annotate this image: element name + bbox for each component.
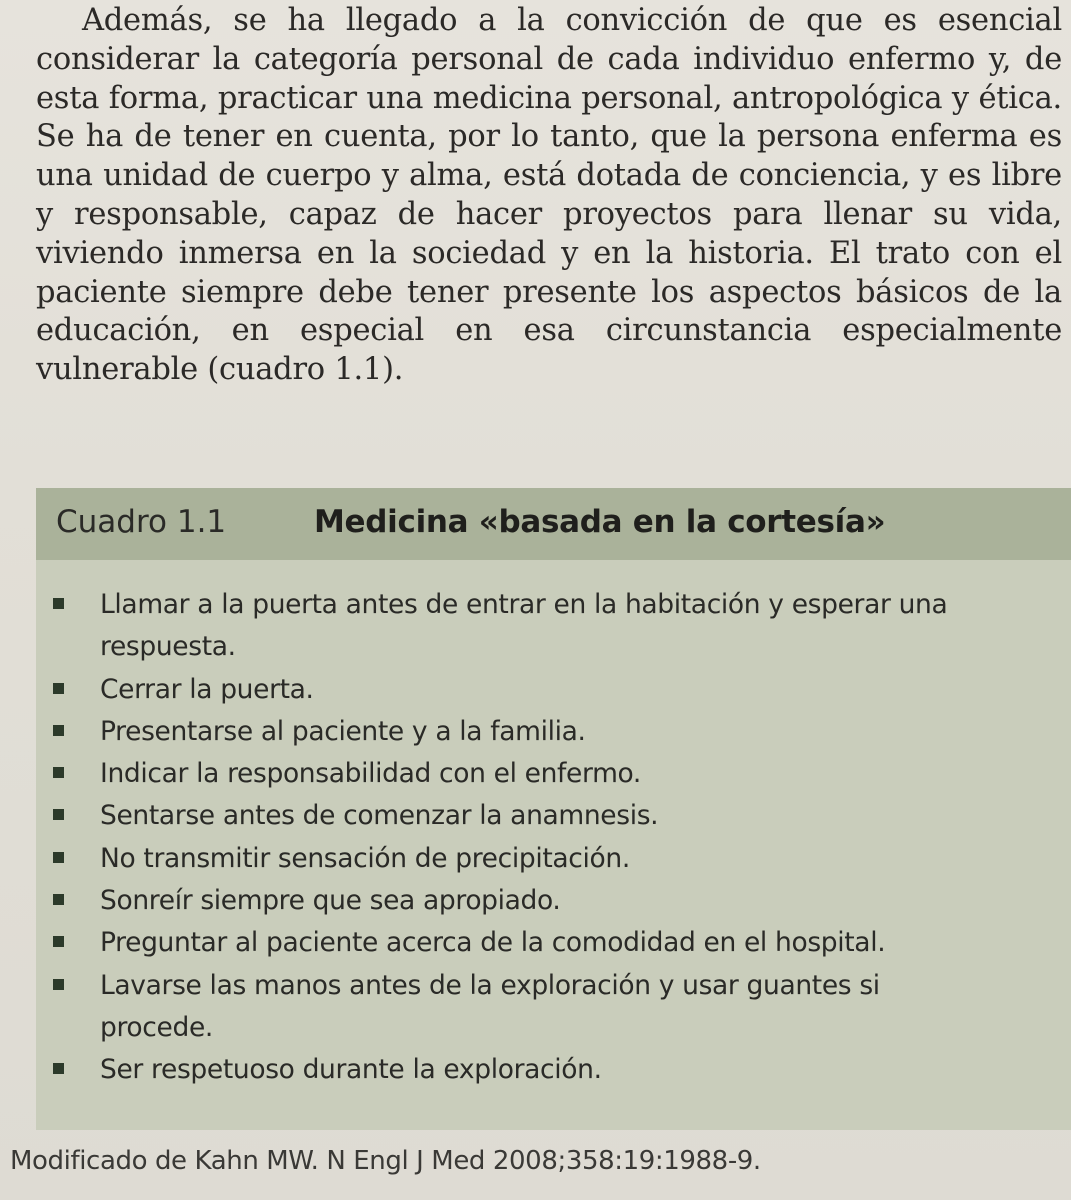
list-item-text: Cerrar la puerta. xyxy=(100,673,314,705)
square-bullet-icon xyxy=(53,767,64,778)
cuadro-header xyxy=(36,488,1071,560)
list-item-text: Ser respetuoso durante la exploración. xyxy=(100,1054,602,1086)
body-paragraph-text: Además, se ha llegado a la convicción de que es esencial considerar la categoría personal de cada individuo enfermo y, de esta forma, practicar una medicina personal, antropológica y ética. Se ha de tener en cuenta, por lo tanto, que la persona enferma es una unidad de cuerpo y alma, está dotada de conciencia, y es libre y responsable, capaz de hacer proyectos para llenar su vida, viviendo inmersa en la sociedad y en la historia. El trato con el paciente siempre debe tener presente los aspectos básicos de la educación, en especial en esa circunstancia especialmente vulnerable (cuadro 1.1). xyxy=(36,3,1062,388)
cuadro-number: Cuadro 1.1 xyxy=(56,504,227,540)
list-item-text: No transmitir sensación de precipitación. xyxy=(100,842,630,874)
list-item xyxy=(36,711,1071,753)
list-item-text: Presentarse al paciente y a la familia. xyxy=(100,715,586,747)
square-bullet-icon xyxy=(53,725,64,736)
square-bullet-icon xyxy=(53,683,64,694)
list-item xyxy=(36,795,1071,837)
cuadro-list xyxy=(36,584,1071,1092)
square-bullet-icon xyxy=(53,979,64,990)
list-item xyxy=(36,753,1071,795)
list-item-text: Sentarse antes de comenzar la anamnesis. xyxy=(100,800,659,832)
list-item xyxy=(36,965,1071,1050)
list-item xyxy=(36,922,1071,964)
square-bullet-icon xyxy=(53,598,64,609)
list-item-text: Lavarse las manos antes de la exploración y usar guantes si procede. xyxy=(100,969,880,1043)
square-bullet-icon xyxy=(53,852,64,863)
list-item-text: Preguntar al paciente acerca de la comodidad en el hospital. xyxy=(100,927,886,959)
cuadro-title: Medicina «basada en la cortesía» xyxy=(314,504,886,540)
list-item xyxy=(36,669,1071,711)
square-bullet-icon xyxy=(53,936,64,947)
source-citation: Modificado de Kahn MW. N Engl J Med 2008;358:19:1988-9. xyxy=(10,1146,761,1176)
list-item-text: Llamar a la puerta antes de entrar en la habitación y esperar una respuesta. xyxy=(100,589,948,663)
list-item xyxy=(36,838,1071,880)
square-bullet-icon xyxy=(53,894,64,905)
square-bullet-icon xyxy=(53,1063,64,1074)
list-item-text: Sonreír siempre que sea apropiado. xyxy=(100,885,561,917)
list-item xyxy=(36,880,1071,922)
list-item xyxy=(36,584,1071,669)
cuadro-box xyxy=(36,488,1071,1130)
square-bullet-icon xyxy=(53,809,64,820)
list-item xyxy=(36,1049,1071,1091)
list-item-text: Indicar la responsabilidad con el enfermo. xyxy=(100,758,641,790)
body-paragraph xyxy=(36,2,1062,390)
